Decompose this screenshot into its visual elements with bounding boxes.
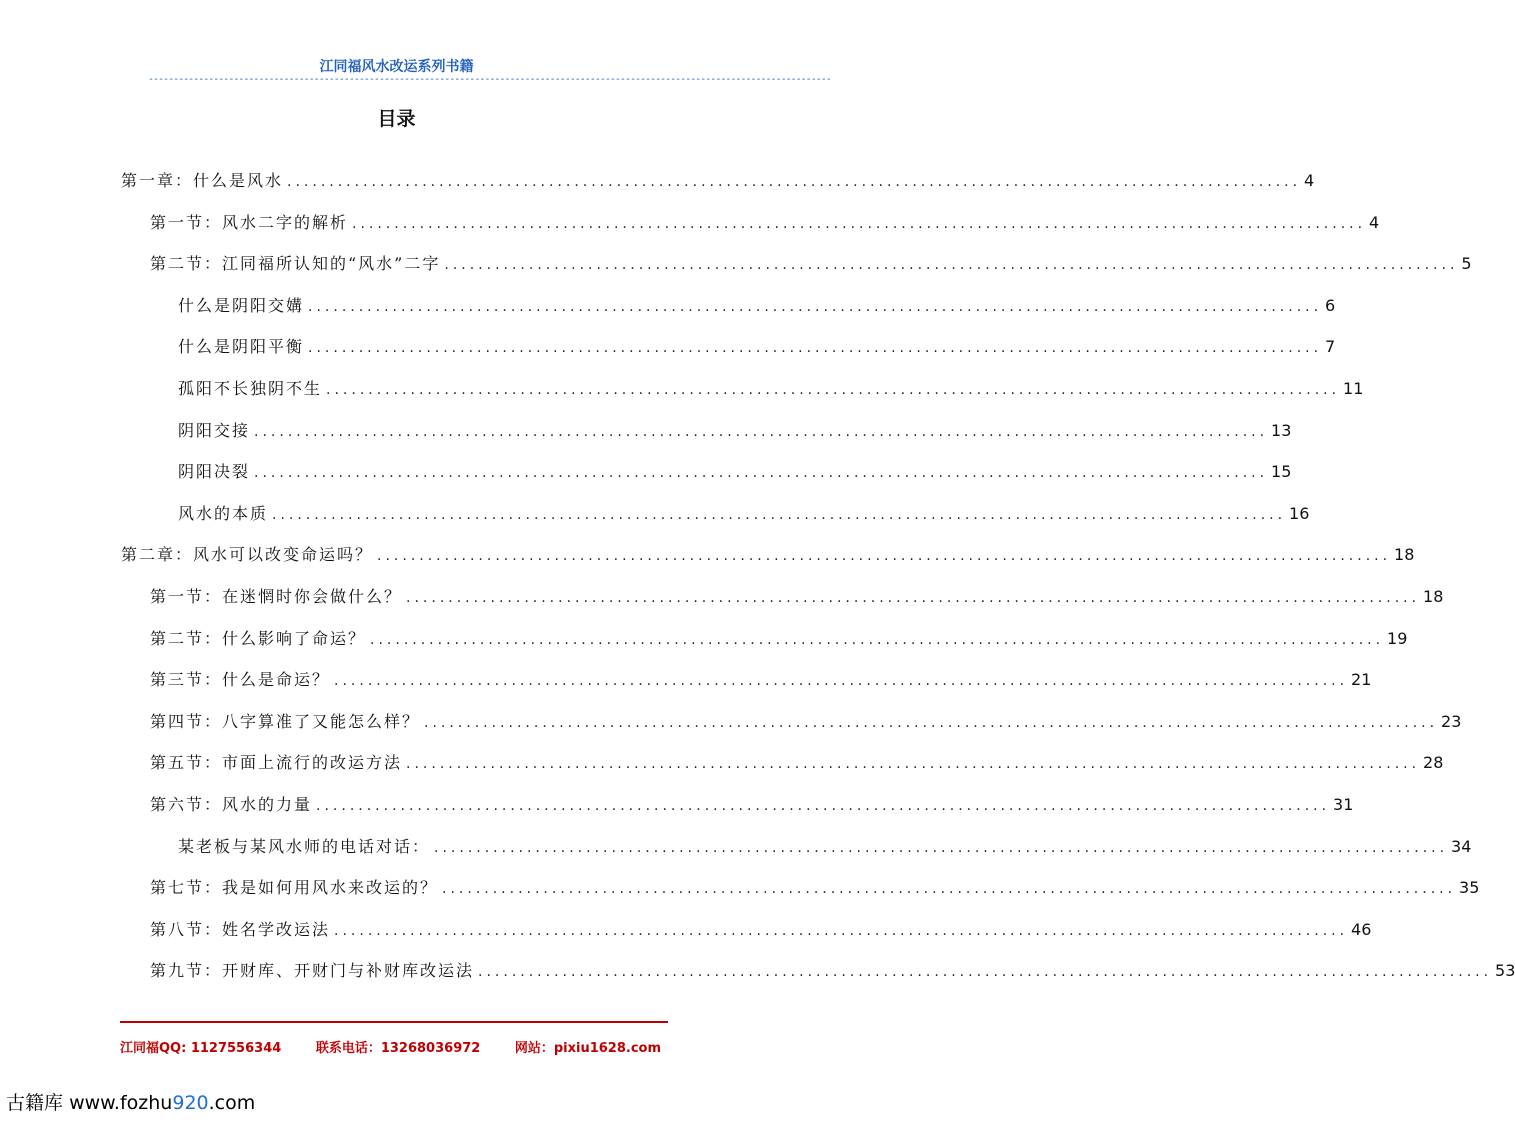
- toc-entry-page: 31: [1333, 795, 1354, 814]
- toc-entry-page: 35: [1459, 878, 1480, 898]
- toc-entry-title: 某老板与某风水师的电话对话：: [178, 836, 431, 856]
- watermark: [6, 1088, 255, 1115]
- toc-leader-dots: ........................................................................................................................: [442, 881, 1457, 898]
- toc-entry-title: 第二章：风水可以改变命运吗？: [121, 545, 374, 565]
- toc-entry[interactable]: [178, 291, 1336, 321]
- toc-entry-page: 19: [1387, 628, 1408, 648]
- toc-entry-page: 18: [1423, 587, 1444, 606]
- toc-entry-title: 第六节：风水的力量: [150, 795, 313, 814]
- toc-entry-page: 11: [1343, 379, 1364, 398]
- toc-entry-page: 23: [1441, 711, 1462, 731]
- toc-entry-title: 第八节：姓名学改运法: [150, 919, 331, 939]
- toc-leader-dots: ........................................................................................................................: [316, 798, 1331, 814]
- toc-entry-page: 34: [1451, 836, 1472, 856]
- toc-entry[interactable]: [150, 956, 1515, 986]
- toc-entry-page: 28: [1423, 753, 1444, 773]
- toc-entry[interactable]: [150, 249, 1472, 279]
- toc-leader-dots: ........................................................................................................................: [406, 756, 1421, 773]
- toc-leader-dots: ........................................................................................................................: [287, 174, 1302, 190]
- toc-entry[interactable]: [150, 665, 1372, 695]
- toc-entry-page: 5: [1461, 254, 1472, 274]
- toc-leader-dots: ........................................................................................................................: [478, 964, 1493, 981]
- toc-entry-page: 4: [1304, 171, 1315, 190]
- toc-entry-title: 第五节：市面上流行的改运方法: [150, 753, 403, 773]
- footer-rule: [120, 1021, 668, 1023]
- toc-entry-page: 7: [1325, 337, 1336, 357]
- toc-leader-dots: ........................................................................................................................: [424, 714, 1439, 731]
- toc-entry[interactable]: [178, 416, 1292, 446]
- toc-entry-title: 第二节：什么影响了命运？: [150, 628, 367, 648]
- toc-leader-dots: ........................................................................................................................: [444, 257, 1459, 274]
- toc-entry-title: 孤阳不长独阴不生: [178, 379, 323, 398]
- toc-entry[interactable]: [150, 748, 1444, 778]
- toc-leader-dots: ........................................................................................................................: [352, 215, 1367, 232]
- toc-leader-dots: ........................................................................................................................: [308, 340, 1323, 357]
- toc-entry-page: 21: [1351, 670, 1372, 690]
- toc-entry-title: 第一节：风水二字的解析: [150, 212, 349, 232]
- toc-entry[interactable]: [150, 915, 1372, 945]
- toc-leader-dots: ........................................................................................................................: [334, 922, 1349, 939]
- footer-website[interactable]: 网站：pixiu1628.com: [514, 1041, 662, 1056]
- toc-entry-page: 13: [1271, 420, 1292, 440]
- toc-entry-title: 第三节：什么是命运？: [150, 670, 331, 690]
- toc-leader-dots: ........................................................................................................................: [370, 631, 1385, 648]
- toc-leader-dots: ........................................................................................................................: [326, 382, 1341, 398]
- watermark-label: 古籍库: [6, 1092, 64, 1114]
- toc-entry-page: 6: [1325, 295, 1336, 315]
- toc-entry[interactable]: [150, 208, 1380, 238]
- toc-leader-dots: ........................................................................................................................: [272, 506, 1287, 523]
- header-title: 江同福风水改运系列书籍: [319, 59, 474, 75]
- toc-entry-title: 风水的本质: [178, 503, 269, 523]
- toc-entry-title: 什么是阴阳平衡: [178, 337, 305, 357]
- toc-entry-page: 46: [1351, 919, 1372, 939]
- toc-leader-dots: ........................................................................................................................: [434, 839, 1449, 856]
- toc-leader-dots: ........................................................................................................................: [308, 298, 1323, 315]
- toc-entry[interactable]: [150, 707, 1462, 737]
- toc-entry-title: 第一章：什么是风水: [121, 171, 284, 190]
- header-dashed-rule: ----------------------------------------------------------------------------------------------------------------------------------------: [148, 74, 831, 85]
- watermark-url[interactable]: www.fozhu920.com: [69, 1092, 256, 1114]
- footer-contact: [120, 1037, 680, 1056]
- toc-entry-page: 18: [1394, 545, 1415, 565]
- toc-entry[interactable]: [178, 457, 1292, 487]
- toc-leader-dots: ........................................................................................................................: [334, 673, 1349, 690]
- toc-entry[interactable]: [178, 832, 1472, 862]
- toc-entry[interactable]: [121, 166, 1315, 196]
- footer-phone: 联系电话：13268036972: [315, 1041, 481, 1056]
- toc-entry-title: 第七节：我是如何用风水来改运的？: [150, 878, 439, 898]
- toc-entry-page: 53: [1495, 961, 1515, 981]
- toc-entry[interactable]: [150, 582, 1444, 612]
- toc-entry-page: 4: [1369, 212, 1380, 232]
- toc-entry[interactable]: [150, 790, 1354, 820]
- toc-entry[interactable]: [150, 873, 1480, 903]
- toc-leader-dots: ........................................................................................................................: [377, 548, 1392, 565]
- toc-entry-page: 16: [1289, 503, 1310, 523]
- toc-entry-title: 第二节：江同福所认知的“风水”二字: [150, 254, 441, 274]
- toc-entry-title: 第四节：八字算准了又能怎么样？: [150, 711, 421, 731]
- toc-entry-page: 15: [1271, 462, 1292, 482]
- toc-entry-title: 第一节：在迷惘时你会做什么？: [150, 587, 403, 606]
- toc-entry[interactable]: [178, 332, 1336, 362]
- toc-entry-title: 什么是阴阳交媾: [178, 295, 305, 315]
- toc-entry-title: 阴阳交接: [178, 420, 251, 440]
- toc-leader-dots: ........................................................................................................................: [254, 465, 1269, 482]
- toc-entry[interactable]: [178, 374, 1364, 404]
- toc-leader-dots: ........................................................................................................................: [254, 423, 1269, 440]
- toc-entry[interactable]: [178, 499, 1310, 529]
- toc-entry-title: 阴阳决裂: [178, 462, 251, 482]
- toc-entry[interactable]: [150, 624, 1408, 654]
- toc-entry-title: 第九节：开财库、开财门与补财库改运法: [150, 961, 475, 981]
- toc-entry[interactable]: [121, 540, 1415, 570]
- toc-leader-dots: ........................................................................................................................: [406, 590, 1421, 606]
- footer-qq: 江同福QQ: 1127556344: [120, 1041, 282, 1056]
- toc-title: 目录: [377, 108, 416, 130]
